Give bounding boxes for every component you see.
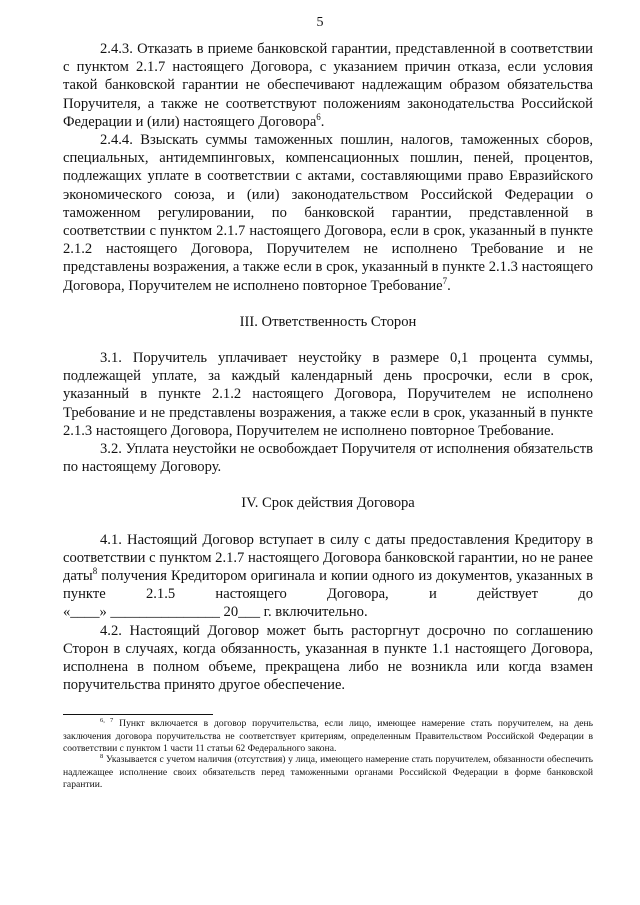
clause-4-1 <box>63 531 593 604</box>
footnote-ref-6: 6 <box>316 111 321 122</box>
footnote-ref-7: 7 <box>442 275 448 286</box>
footnote-8-marker: 8 <box>100 753 104 760</box>
footnote-8 <box>63 754 593 792</box>
footnote-divider <box>63 714 213 715</box>
clause-4-1-date-line: «____» _______________ 20___ г. включительно. <box>63 604 368 621</box>
clause-4-1-text-b: получения Кредитором оригинала и копии одного из документов, указанных в пункте 2.1.5 настоящего Договора, и действует до <box>63 568 593 603</box>
footnote-8-text: Указывается с учетом наличия (отсутствия) у лица, имеющего намерение стать поручителем, обязанности обеспечить надлежащее исполнение своих обязательств перед таможенными органами Российской Федерации в форме банковской гарантии. <box>63 754 593 791</box>
footnote-6-7-marker: 6, 7 <box>100 717 114 724</box>
clause-3-1: 3.1. Поручитель уплачивает неустойку в размере 0,1 процента суммы, подлежащей уплате, за каждый календарный день просрочки, если в срок, указанный в пункте 2.1.2 настоящего Договора, Поручителем не исполнено Требование и не представлены возражения, а также если в срок, указанный в пункте 2.1.3 настоящего Договора, Поручителем не исполнено повторное Требование. <box>63 350 593 439</box>
section-3-title: III. Ответственность Сторон <box>239 313 417 330</box>
clause-2-4-4-text: 2.4.4. Взыскать суммы таможенных пошлин, налогов, таможенных сборов, специальных, антидемпинговых, компенсационных пошлин, пеней, процентов, подлежащих уплате в соответствии с актами, составляющими право Евразийского экономического союза, и (или) законодательством Российской Федерации о таможенном регулировании, по банковской гарантии, представленной в соответствии с пунктом 2.1.7 настоящего Договора, если в срок, указанный в пункте 2.1.2 настоящего Договора, Поручителем не исполнено Требование и не представлены возражения, а также если в срок, указанный в пункте 2.1.3 настоящего Договора, Поручителем не исполнено повторное Требование <box>63 132 593 294</box>
footnote-6-7 <box>63 718 593 756</box>
footnote-ref-8: 8 <box>92 566 98 577</box>
clause-2-4-4: 2.4.4. Взыскать суммы таможенных пошлин, налогов, таможенных сборов, специальных, антидемпинговых, компенсационных пошлин, пеней, процентов, подлежащих уплате в соответствии с актами, составляющими право Евразийского экономического союза, и (или) законодательством Российской Федерации о таможенном регулировании, по банковской гарантии, представленной в соответствии с пунктом 2.1.7 настоящего Договора, если в срок, указанный в пункте 2.1.2 настоящего Договора, Поручителем не исполнено Требование и не представлены возражения, а также если в срок, указанный в пункте 2.1.3 настоящего Договора, Поручителем не исполнено повторное Требование$^7$. <box>63 132 593 294</box>
clause-2-4-3: 2.4.3. Отказать в приеме банковской гарантии, представленной в соответствии с пунктом 2.1.7 настоящего Договора, с указанием причин отказа, если условия такой банковской гарантии не обеспечивают надлежащим образом обязательства Поручителя, а также не соответствуют положениям законодательства Российской Федерации и (или) настоящего Договора$^6$. <box>63 41 593 130</box>
clause-3-2: 3.2. Уплата неустойки не освобождает Поручителя от исполнения обязательств по настоящему Договору. <box>63 441 593 476</box>
footnote-6-7-text: Пункт включается в договор поручительства, если лицо, имеющее намерение стать поручителем, на день заключения договора поручительства не соответствует критериям, определенным Правительством Российской Федерации в соответствии с пунктом 1 части 11 статьи 62 Федерального закона. <box>63 718 594 755</box>
clause-4-2: 4.2. Настоящий Договор может быть расторгнут досрочно по соглашению Сторон в случаях, когда обязанность, указанная в пункте 1.1 настоящего Договора, исполнена в полном объеме, прекращена либо не возникла или когда взамен поручительства принято другое обеспечение. <box>63 622 593 694</box>
clause-2-4-3-text: 2.4.3. Отказать в приеме банковской гарантии, представленной в соответствии с пунктом 2.1.7 настоящего Договора, с указанием причин отказа, если условия такой банковской гарантии не обеспечивают надлежащим образом обязательства Поручителя, а также не соответствуют положениям законодательства Российской Федерации и (или) настоящего Договора <box>63 41 593 130</box>
document-body <box>63 40 593 695</box>
section-4-title: IV. Срок действия Договора <box>241 495 415 512</box>
clause-4-1-text-a: 4.1. Настоящий Договор вступает в силу с даты предоставления Кредитору в соответствии с пунктом 2.1.7 настоящего Договора банковской гарантии, но не ранее даты <box>63 531 593 585</box>
page-number: 5 <box>316 15 324 30</box>
